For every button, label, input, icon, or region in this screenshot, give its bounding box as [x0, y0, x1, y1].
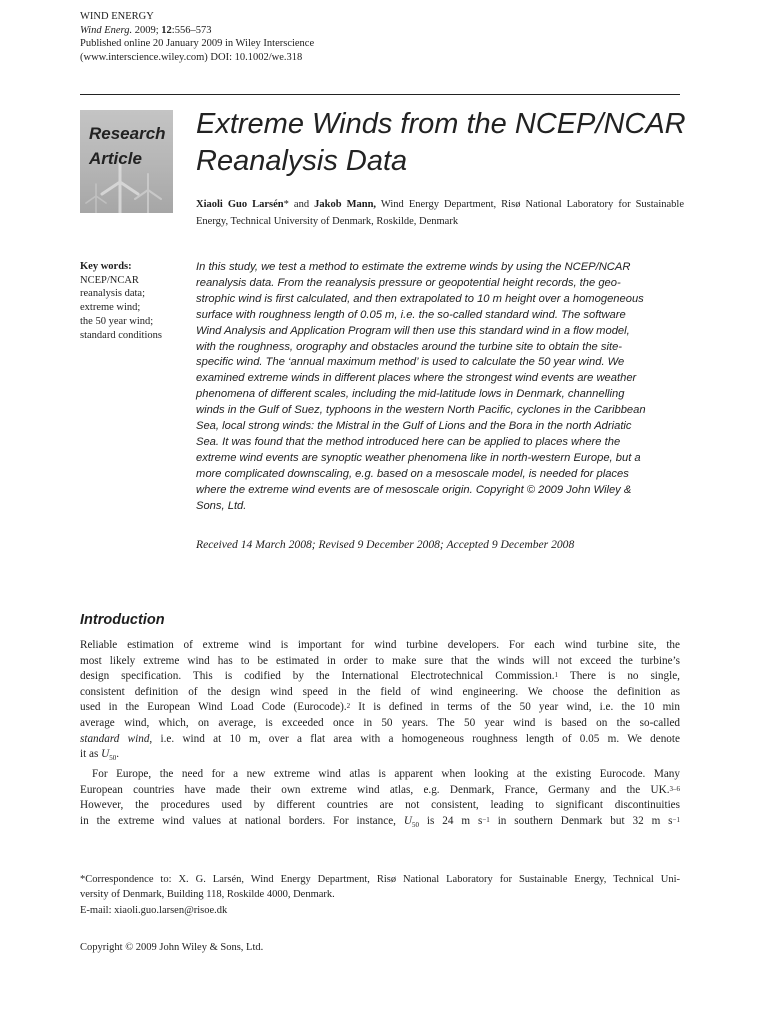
citation-ref: 2 [346, 702, 351, 711]
journal-citation-year: 2009; [132, 24, 162, 36]
standard-wind-term: standard wind [80, 732, 150, 745]
keyword-item: the 50 year wind; [80, 315, 154, 327]
authors-and: and [288, 199, 315, 210]
keywords-heading: Key words: [80, 261, 132, 272]
badge-line-article: Article [89, 149, 142, 168]
research-article-badge [80, 110, 173, 213]
abstract [196, 260, 684, 515]
footnote-mark: * [80, 874, 86, 885]
journal-citation-prefix: Wind Energ. [80, 24, 133, 36]
body-line: European countries have made their own extreme wind atlas, e.g. Denmark, France, Germany and the UK.$^{3-6}$ [80, 783, 680, 796]
badge-line-research: Research [89, 124, 166, 143]
author-1: Xiaoli Guo Larsén [196, 199, 284, 210]
journal-citation-volume: 12 [161, 24, 172, 36]
author-1-mark: * [283, 199, 289, 210]
body-line: For Europe, the need for a new extreme wind atlas is apparent when looking at the existing Eurocode. Many [92, 767, 680, 780]
title-line-2: Reanalysis Data [196, 145, 408, 177]
abstract-line: phenomena of different scales, including the mid-latitude lows in Denmark, channelling [196, 388, 625, 401]
symbol-u50: U [403, 814, 412, 827]
abstract-line: surface with roughness length of 0.05 m, i.e. the so-called standard wind. The software [196, 308, 626, 321]
abstract-line: extreme wind events are synoptic weather phenomena like in north-western Europe, but a [196, 451, 641, 464]
citation-ref: 3–6 [669, 784, 680, 793]
abstract-line: specific wind. The ‘annual maximum method’ is used to calculate the 50 year wind. We [196, 356, 625, 369]
body-line: used in the European Wind Load Code (Eurocode).$^2$ It is defined in terms of the 50 year wind, i.e. the 10 min [80, 701, 680, 714]
received-dates: Received 14 March 2008; Revised 9 December 2008; Accepted 9 December 2008 [196, 538, 575, 551]
journal-doi: (www.interscience.wiley.com) DOI: 10.1002/we.318 [80, 51, 303, 63]
journal-published: Published online 20 January 2009 in Wiley Interscience [80, 38, 315, 49]
author-2: Jakob Mann, [314, 199, 377, 210]
journal-citation [80, 24, 314, 38]
footnote-email: E-mail: xiaoli.guo.larsen@risoe.dk [80, 904, 228, 916]
abstract-line: Wind Analysis and Application Program will then use this standard wind in a flow model, [196, 324, 630, 337]
abstract-line: winds in the Gulf of Suez, typhoons in the western North Pacific, cyclones in the Caribbean [196, 404, 646, 417]
affiliation: Wind Energy Department, Risø National Laboratory for Sustainable Energy, Technical University of Denmark, Roskilde, Denmark [196, 199, 684, 227]
keywords-block [80, 260, 162, 342]
abstract-line: Sons, Ltd. [196, 499, 247, 512]
abstract-line: strophic wind is first calculated, and then extrapolated to 10 m height over a homogeneous [196, 292, 644, 305]
abstract-line: Sea. It was found that the method introduced here can be applied to places where the [196, 435, 621, 448]
abstract-line: more complicated downscaling, e.g. based on a mesoscale model, is needed for places [196, 467, 629, 480]
footnote-line: *Correspondence to: X. G. Larsén, Wind Energy Department, Risø National Laboratory for Sustainable Energy, Technical Uni- [80, 874, 680, 885]
body-line: standard wind, i.e. wind at 10 m, over a flat area with a homogeneous roughness length of 0.05 m. We denote [80, 732, 680, 745]
body-line: design specification. This is codified by the International Electrotechnical Commission.$^1$ There is no single, [80, 670, 680, 683]
journal-header [80, 10, 314, 64]
introduction-body [80, 638, 680, 834]
keyword-item: standard conditions [80, 329, 162, 341]
body-line: it as $U_{50}$. [80, 748, 120, 763]
abstract-line: examined extreme winds in different places where the strongest wind events are weather [196, 372, 637, 385]
body-line: consistent definition of the design wind speed in the field of wind engineering. We choose the definition as [80, 685, 680, 698]
header-divider [80, 94, 680, 95]
abstract-line: with the roughness, orography and obstacles around the turbine site to obtain the site- [196, 340, 623, 353]
body-line: Reliable estimation of extreme wind is important for wind turbine developers. For each wind turbine site, the [80, 639, 680, 651]
abstract-line: Sea, local strong winds: the Mistral in the Gulf of Lions and the Bora in the north Adriatic [196, 420, 632, 433]
body-line: most likely extreme wind has to be estimated in order to make sure that the winds will not exceed the turbine’s [80, 654, 680, 667]
footnote-line: versity of Denmark, Building 118, Roskilde 4000, Denmark. [80, 889, 335, 901]
keyword-item: extreme wind; [80, 302, 141, 314]
body-line: However, the procedures used by different countries are not consistent, leading to significant discontinuities [80, 799, 680, 812]
title-line-1: Extreme Winds from the NCEP/NCAR [196, 108, 686, 140]
citation-ref: 1 [554, 671, 559, 680]
journal-citation-pages: :556–573 [171, 24, 212, 36]
page-copyright: Copyright © 2009 John Wiley & Sons, Ltd. [80, 942, 264, 953]
abstract-line: where the extreme wind events are of mesoscale origin. Copyright © 2009 John Wiley & [196, 483, 632, 496]
paper-title [196, 106, 696, 180]
keyword-item: reanalysis data; [80, 288, 146, 300]
symbol-u50: U [101, 748, 110, 761]
abstract-line: reanalysis data. From the reanalysis pressure or geopotential height records, the geo- [196, 276, 621, 289]
authors-affiliation [196, 196, 684, 230]
correspondence-footnote [80, 872, 680, 918]
section-heading-introduction: Introduction [80, 612, 165, 628]
abstract-line: In this study, we test a method to estimate the extreme winds by using the NCEP/NCAR [196, 261, 631, 273]
journal-name: WIND ENERGY [80, 11, 154, 22]
body-line: in the extreme wind values at national borders. For instance, $U_{50}$ is 24 m $s^{-1}$ in southern Denmark but 32 m $s^{-1}$ [80, 814, 680, 829]
keyword-item: NCEP/NCAR [80, 274, 139, 286]
body-line: average wind, which, on average, is exceeded once in 50 years. The 50 year wind is based on the so-called [80, 716, 680, 729]
